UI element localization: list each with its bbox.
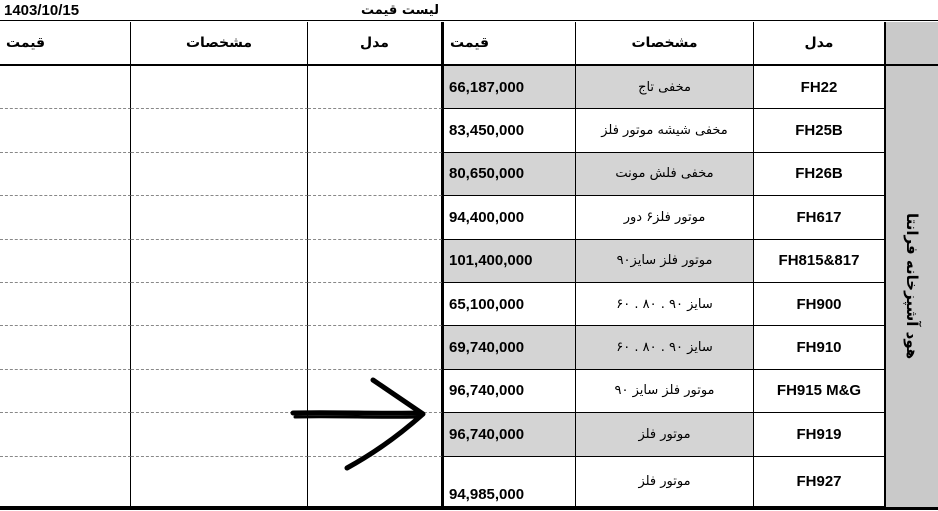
price-cell: 101,400,000 — [442, 240, 576, 283]
model-cell: FH617 — [754, 196, 886, 239]
price-cell: 96,740,000 — [442, 413, 576, 456]
empty-specs-cell — [131, 109, 308, 152]
model-cell: FH22 — [754, 66, 886, 109]
empty-model-cell — [308, 196, 442, 239]
arrow-icon — [285, 370, 435, 480]
empty-price-cell — [0, 283, 131, 326]
empty-model-cell — [308, 109, 442, 152]
model-cell: FH25B — [754, 109, 886, 152]
spec-cell: موتور فلز۶ دور — [576, 196, 754, 239]
column-header-model: مدل — [754, 22, 886, 66]
page-title: لیست قیمت — [361, 3, 439, 18]
empty-price-cell — [0, 413, 131, 456]
empty-specs-cell — [131, 370, 308, 413]
price-cell: 94,985,000 — [442, 457, 576, 507]
group-header-blank — [886, 22, 938, 66]
price-cell: 65,100,000 — [442, 283, 576, 326]
price-cell: 80,650,000 — [442, 153, 576, 196]
empty-price-cell — [0, 109, 131, 152]
empty-model-cell — [308, 153, 442, 196]
column-header-specs-empty: مشخصات — [131, 22, 308, 66]
empty-specs-cell — [131, 196, 308, 239]
spec-cell: سایز ۹۰ . ۸۰ . ۶۰ — [576, 326, 754, 369]
empty-model-cell — [308, 326, 442, 369]
empty-model-cell — [308, 240, 442, 283]
spec-cell: موتور فلز سایز ۹۰ — [576, 370, 754, 413]
empty-specs-cell — [131, 153, 308, 196]
empty-specs-cell — [131, 326, 308, 369]
empty-model-cell — [308, 66, 442, 109]
price-cell: 94,400,000 — [442, 196, 576, 239]
model-cell: FH919 — [754, 413, 886, 456]
column-header-specs: مشخصات — [576, 22, 754, 66]
model-cell: FH910 — [754, 326, 886, 369]
empty-specs-cell — [131, 413, 308, 456]
spec-cell: موتور فلز — [576, 413, 754, 456]
date-label: 1403/10/15 — [4, 2, 80, 19]
empty-price-cell — [0, 457, 131, 507]
empty-specs-cell — [131, 283, 308, 326]
empty-price-cell — [0, 370, 131, 413]
empty-price-cell — [0, 153, 131, 196]
empty-model-cell — [308, 283, 442, 326]
model-cell: FH900 — [754, 283, 886, 326]
spec-cell: موتور فلز — [576, 457, 754, 507]
spec-cell: موتور فلز سایز۹۰ — [576, 240, 754, 283]
model-cell: FH26B — [754, 153, 886, 196]
price-cell: 66,187,000 — [442, 66, 576, 109]
column-header-price-empty: قیمت — [0, 22, 131, 66]
group-label-panel — [886, 66, 938, 507]
empty-specs-cell — [131, 457, 308, 507]
price-cell: 69,740,000 — [442, 326, 576, 369]
column-header-model-empty: مدل — [308, 22, 442, 66]
column-header-price: قیمت — [442, 22, 576, 66]
empty-price-cell — [0, 196, 131, 239]
price-cell: 83,450,000 — [442, 109, 576, 152]
price-table — [0, 22, 938, 510]
empty-specs-cell — [131, 66, 308, 109]
empty-price-cell — [0, 66, 131, 109]
price-cell: 96,740,000 — [442, 370, 576, 413]
top-divider — [0, 20, 938, 21]
group-label: هود آشپزخانه فرانتا — [903, 213, 921, 360]
spec-cell: سایز ۹۰ . ۸۰ . ۶۰ — [576, 283, 754, 326]
model-cell: FH915 M&G — [754, 370, 886, 413]
empty-specs-cell — [131, 240, 308, 283]
model-cell: FH815&817 — [754, 240, 886, 283]
spec-cell: مخفی تاج — [576, 66, 754, 109]
spec-cell: مخفی فلش مونت — [576, 153, 754, 196]
empty-price-cell — [0, 240, 131, 283]
model-cell: FH927 — [754, 457, 886, 507]
spec-cell: مخفی شیشه موتور فلز — [576, 109, 754, 152]
empty-price-cell — [0, 326, 131, 369]
